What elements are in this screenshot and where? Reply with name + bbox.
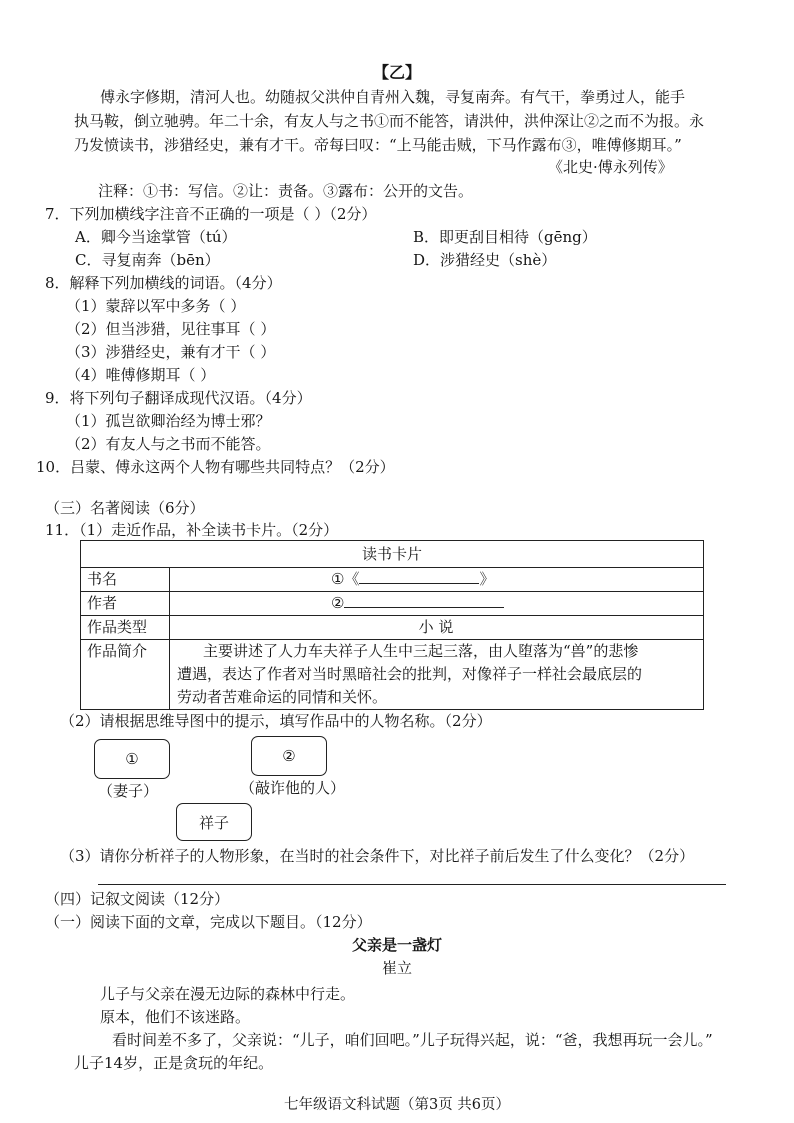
- card-author-blank[interactable]: [344, 592, 504, 608]
- passage-yi-line-2: 执马鞍，倒立驰骋。年二十余，有友人与之书①而不能答，请洪仲，洪仲深让②之而不为报。永: [74, 112, 705, 130]
- q8-item-4: （4）唯傅修期耳（ ）: [66, 366, 216, 384]
- passage-yi-line-3: 乃发愤读书，涉猎经史，兼有才干。帝每曰叹：“上马能击贼，下马作露布③，唯傅修期耳。”: [74, 136, 682, 154]
- mindmap-center-xiangzi: 祥子: [176, 803, 252, 841]
- q9-stem: 9．将下列句子翻译成现代汉语。（4分）: [45, 389, 312, 407]
- article-para-3: 看时间差不多了，父亲说：“儿子，咱们回吧。”儿子玩得兴起，说：“爸，我想再玩一会儿。”: [112, 1031, 713, 1049]
- passage-yi-notes: 注释：①书：写信。②让：责备。③露布：公开的文告。: [98, 182, 474, 200]
- article-title: 父亲是一盏灯: [351, 936, 442, 954]
- q11-part3: （3）请你分析祥子的人物形象，在当时的社会条件下，对比祥子前后发生了什么变化？（2分）: [60, 847, 695, 865]
- reading-card-title: 读书卡片: [361, 545, 422, 563]
- section-divider: [98, 884, 726, 885]
- mindmap-caption-extortioner: （敲诈他的人）: [240, 779, 346, 797]
- card-genre-value: 小 说: [418, 618, 454, 636]
- q8-item-2: （2）但当涉猎，见往事耳（ ）: [66, 320, 276, 338]
- card-label-genre: 作品类型: [87, 618, 148, 636]
- card-book-title-blank[interactable]: [359, 568, 479, 584]
- article-para-4: 儿子14岁，正是贪玩的年纪。: [74, 1054, 274, 1072]
- q11-part1: 11．（1）走近作品，补全读书卡片。（2分）: [45, 521, 339, 539]
- section3-heading: （三）名著阅读（6分）: [45, 499, 205, 517]
- mindmap-box-extortioner[interactable]: ②: [251, 736, 327, 776]
- section4-subheading: （一）阅读下面的文章，完成以下题目。（12分）: [45, 913, 372, 931]
- q7-option-a: A．卿今当途掌管（tú）: [75, 228, 237, 246]
- q11-part2: （2）请根据思维导图中的提示，填写作品中的人物名称。（2分）: [60, 712, 492, 730]
- page-footer: 七年级语文科试题（第3页 共6页）: [283, 1097, 511, 1113]
- mindmap-box-wife[interactable]: ①: [94, 739, 170, 779]
- q7-option-b: B．即更刮目相待（gēng）: [413, 228, 597, 246]
- section4-heading: （四）记叙文阅读（12分）: [45, 890, 230, 908]
- passage-yi-heading: 【乙】: [372, 63, 421, 82]
- q9-item-2: （2）有友人与之书而不能答。: [66, 435, 271, 453]
- card-label-author: 作者: [87, 594, 118, 612]
- q7-option-c: C．寻复南奔（bēn）: [75, 251, 220, 269]
- card-label-summary: 作品简介: [87, 642, 148, 660]
- passage-yi-source: 《北史·傅永列传》: [548, 158, 673, 176]
- article-para-1: 儿子与父亲在漫无边际的森林中行走。: [100, 985, 356, 1003]
- reading-card: [80, 540, 704, 710]
- q9-item-1: （1）孤岂欲卿治经为博士邪？: [66, 412, 271, 430]
- card-book-title-prefix: ①《: [331, 570, 360, 588]
- card-summary-line-2: 遭遇，表达了作者对当时黑暗社会的批判，对像祥子一样社会最底层的: [177, 665, 643, 683]
- mindmap-caption-wife: （妻子）: [98, 782, 159, 800]
- card-summary-line-1: 主要讲述了人力车夫祥子人生中三起三落，由人堕落为“兽”的悲惨: [203, 642, 639, 660]
- card-author-field[interactable]: [331, 592, 504, 614]
- article-para-2: 原本，他们不该迷路。: [100, 1008, 251, 1026]
- card-book-title-field[interactable]: [331, 568, 494, 590]
- q7-stem: 7．下列加横线字注音不正确的一项是（ ）（2分）: [45, 205, 377, 223]
- q8-item-3: （3）涉猎经史，兼有才干（ ）: [66, 343, 276, 361]
- q10-stem: 10．吕蒙、傅永这两个人物有哪些共同特点？（2分）: [36, 458, 395, 476]
- card-book-title-suffix: 》: [479, 570, 495, 588]
- card-author-prefix: ②: [331, 594, 345, 612]
- card-summary-line-3: 劳动者苦难命运的同情和关怀。: [177, 688, 388, 706]
- article-author: 崔立: [381, 959, 412, 977]
- card-label-title: 书名: [87, 570, 118, 588]
- q8-item-1: （1）蒙辞以军中多务（ ）: [66, 297, 246, 315]
- q7-option-d: D．涉猎经史（shè）: [413, 251, 557, 269]
- q8-stem: 8．解释下列加横线的词语。（4分）: [45, 274, 282, 292]
- passage-yi-line-1: 傅永字修期，清河人也。幼随叔父洪仲自青州入魏，寻复南奔。有气干，拳勇过人，能手: [100, 88, 686, 106]
